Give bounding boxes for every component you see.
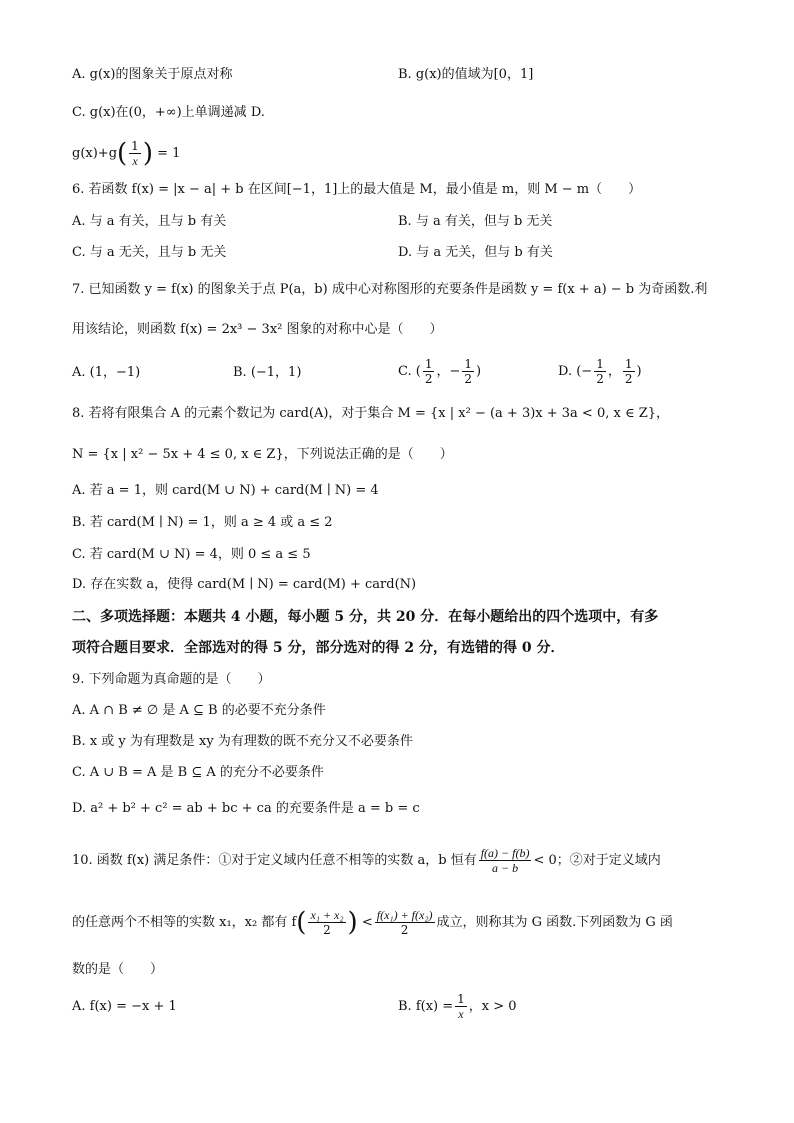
q7-option-b: B. (−1，1) — [233, 365, 302, 380]
q10-option-a: A. f(x) = −x + 1 — [72, 999, 177, 1014]
fraction: $\frac{\text{x₁ + x₂}}{2}$ — [310, 908, 344, 937]
q7-option-c: C. ( $\frac{1}{2}$ ，− $\frac{1}{2}$ ) — [398, 357, 482, 386]
q9-option-b: B. x 或 y 为有理数是 xy 为有理数的既不充分又不必要条件 — [72, 734, 413, 749]
q10-stem-line3: 数的是（ ） — [72, 962, 164, 977]
fraction: $\frac{f(a) - f(b)}{a - b}$ — [480, 846, 530, 875]
q7-stem-line2: 用该结论，则函数 f(x) = 2x³ − 3x² 图象的对称中心是（ ） — [72, 322, 443, 337]
q7-option-d: D. (− $\frac{1}{2}$ ， $\frac{1}{2}$ ) — [558, 357, 642, 386]
q6-option-a: A. 与 a 有关，且与 b 有关 — [72, 214, 227, 229]
q9-option-d: D. a² + b² + c² = ab + bc + ca 的充要条件是 a = b = c — [72, 801, 420, 816]
q8-option-c: C. 若 card(M ∪ N) = 4，则 0 ≤ a ≤ 5 — [72, 547, 311, 562]
section-heading-line2: 项符合题目要求．全部选对的得 5 分，部分选对的得 2 分，有选错的得 0 分． — [72, 640, 565, 656]
q8-stem-line2: N = {x | x² − 5x + 4 ≤ 0, x ∈ Z}，下列说法正确的是（ ） — [72, 447, 453, 462]
q6-option-c: C. 与 a 无关，且与 b 无关 — [72, 245, 227, 260]
q10-option-b: B. f(x) = $\frac{1}{x}$ ，x > 0 — [398, 992, 517, 1021]
fraction: $\frac{1}{x}$ — [457, 992, 465, 1021]
q5-option-a: A. g(x)的图象关于原点对称 — [72, 67, 233, 82]
fraction: $\frac{1}{2}$ — [464, 357, 473, 386]
fraction: $\frac{1}{x}$ — [131, 139, 139, 168]
q9-option-c: C. A ∪ B = A 是 B ⊆ A 的充分不必要条件 — [72, 765, 324, 780]
q7-stem-line1: 7. 已知函数 y = f(x) 的图象关于点 P(a，b) 成中心对称图形的充要条件是函数 y = f(x + a) − b 为奇函数.利 — [72, 282, 708, 297]
q5-option-b: B. g(x)的值域为[0，1] — [398, 67, 534, 82]
q8-stem-line1: 8. 若将有限集合 A 的元素个数记为 card(A)，对于集合 M = {x | x² − (a + 3)x + 3a < 0, x ∈ Z}， — [72, 406, 670, 421]
q5-option-d-lhs: g(x)+g — [72, 146, 118, 161]
fraction: $\frac{1}{2}$ — [596, 357, 604, 386]
q8-option-a: A. 若 a = 1，则 card(M ∪ N) + card(M ∣ N) = 4 — [72, 483, 379, 498]
q7-option-a: A. (1，−1) — [72, 365, 141, 380]
fraction: $\frac{\text{f(x₁) + f(x₂)}}{2}$ — [376, 908, 433, 937]
q8-option-d: D. 存在实数 a，使得 card(M ∣ N) = card(M) + card(N) — [72, 577, 417, 592]
q9-stem: 9. 下列命题为真命题的是（ ） — [72, 672, 271, 687]
fraction: $\frac{1}{2}$ — [424, 357, 433, 386]
fraction: $\frac{1}{2}$ — [624, 357, 633, 386]
q8-option-b: B. 若 card(M ∣ N) = 1，则 a ≥ 4 或 a ≤ 2 — [72, 515, 333, 530]
q6-option-b: B. 与 a 有关，但与 b 无关 — [398, 214, 553, 229]
section-heading-line1: 二、多项选择题：本题共 4 小题，每小题 5 分，共 20 分．在每小题给出的四个选项中，有多 — [72, 609, 659, 625]
q5-option-d: g(x)+g( $\frac{1}{x}$ ) = 1 — [72, 138, 181, 169]
q6-option-d: D. 与 a 无关，但与 b 有关 — [398, 245, 553, 260]
q9-option-a: A. A ∩ B ≠ ∅ 是 A ⊆ B 的必要不充分条件 — [72, 703, 326, 718]
q5-option-d-rhs: = 1 — [157, 146, 181, 161]
q10-stem-line1: 10. 函数 f(x) 满足条件：①对于定义域内任意不相等的实数 a，b 恒有 $\frac{f(a) - f(b)}{a - b}$ < 0；②对于定义域内 — [72, 846, 661, 875]
q6-stem: 6. 若函数 f(x) = |x − a| + b 在区间[−1，1]上的最大值是 M，最小值是 m，则 M − m（ ） — [72, 182, 642, 197]
q5-option-c: C. g(x)在(0，+∞)上单调递减 D. — [72, 105, 265, 120]
q10-stem-line2: 的任意两个不相等的实数 x₁，x₂ 都有 f( $\frac{\text{x₁ + x₂}}{2}$ ) < $\frac{\text{f(x₁) + f(x₂)}}{2}$ 成立，则称其为 G 函数.下列函数为 G 函 — [72, 907, 673, 938]
